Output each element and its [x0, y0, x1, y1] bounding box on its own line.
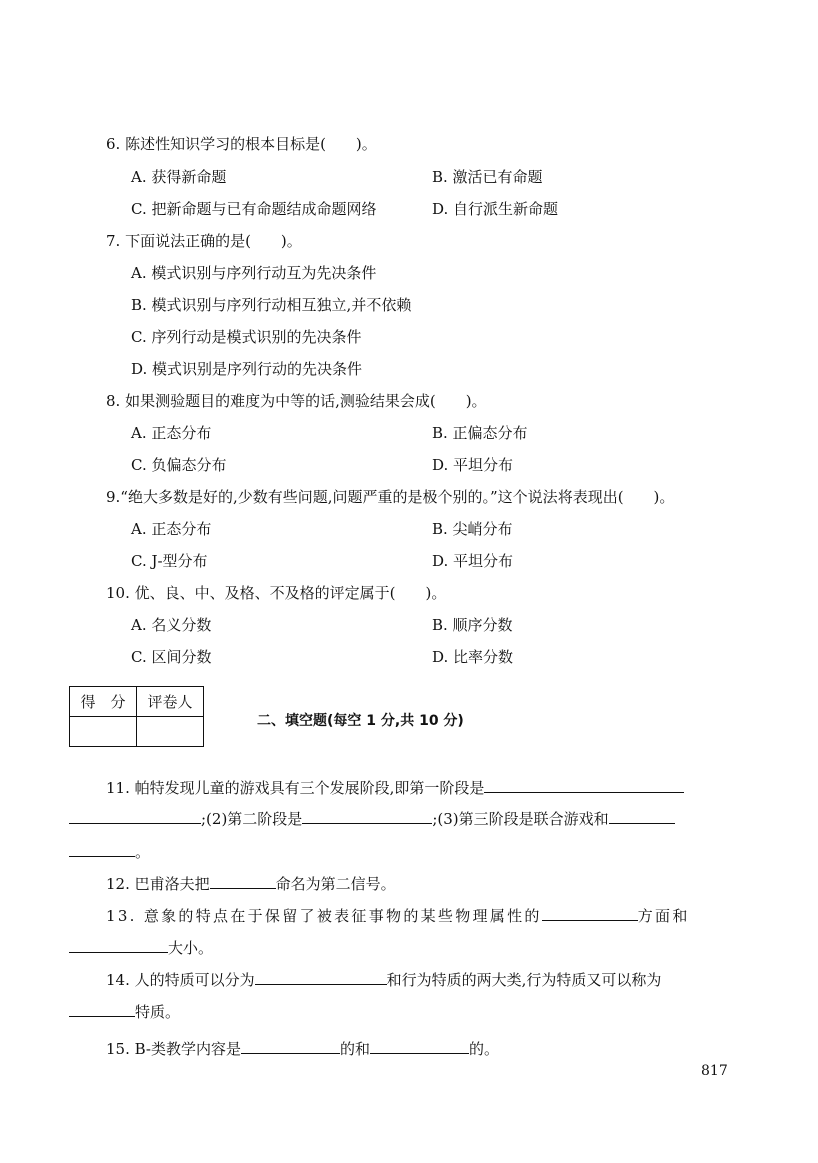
question-11-text-d: 。: [135, 843, 151, 861]
question-6-stem: 6. 陈述性知识学习的根本目标是( )。: [106, 135, 377, 153]
question-14-line-2: [69, 1001, 180, 1022]
question-15-text-b: 的和: [340, 1040, 371, 1058]
question-13-blank-1[interactable]: [542, 906, 638, 921]
question-11-text-b: ;(2)第二阶段是: [201, 810, 303, 828]
question-10-stem: 10. 优、良、中、及格、不及格的评定属于( )。: [106, 584, 447, 602]
question-11-blank-1[interactable]: [484, 778, 684, 793]
question-12-text-a: 12. 巴甫洛夫把: [106, 875, 210, 893]
question-11-line-2: [69, 808, 675, 829]
question-7-stem: 7. 下面说法正确的是( )。: [106, 232, 302, 250]
question-10-option-c: C. 区间分数: [131, 648, 212, 666]
question-8-stem: 8. 如果测验题目的难度为中等的话,测验结果会成( )。: [106, 392, 487, 410]
question-8-option-c: C. 负偏态分布: [131, 456, 227, 474]
question-10-option-b: B. 顺序分数: [432, 616, 513, 634]
question-14-blank-2[interactable]: [69, 1002, 135, 1017]
question-9-stem: 9.“绝大多数是好的,少数有些问题,问题严重的是极个别的。”这个说法将表现出( )。: [106, 488, 675, 506]
question-7-option-b: B. 模式识别与序列行动相互独立,并不依赖: [131, 296, 412, 314]
question-9-option-c: C. J-型分布: [131, 552, 208, 570]
question-11-text-c: ;(3)第三阶段是联合游戏和: [432, 810, 609, 828]
question-15-text-a: 15. B-类教学内容是: [106, 1040, 241, 1058]
question-12-text-b: 命名为第二信号。: [275, 875, 396, 893]
question-11-blank-2[interactable]: [302, 809, 432, 824]
section-title-fill-in: 二、填空题(每空 1 分,共 10 分): [257, 713, 464, 729]
question-13-line-1: [106, 905, 690, 926]
question-9-option-a: A. 正态分布: [131, 520, 212, 538]
question-7-option-c: C. 序列行动是模式识别的先决条件: [131, 328, 362, 346]
question-14-line-1: [106, 969, 661, 990]
question-11-blank-3[interactable]: [609, 809, 675, 824]
question-15-text-c: 的。: [469, 1040, 500, 1058]
question-13-blank-2[interactable]: [69, 938, 168, 953]
question-7-option-d: D. 模式识别是序列行动的先决条件: [131, 360, 363, 378]
question-6-option-d: D. 自行派生新命题: [432, 200, 559, 218]
score-cell[interactable]: [70, 717, 137, 747]
grader-cell[interactable]: [137, 717, 204, 747]
question-14-blank-1[interactable]: [255, 970, 387, 985]
question-6-option-b: B. 激活已有命题: [432, 168, 543, 186]
question-11-line-3: [69, 841, 150, 862]
question-8-option-b: B. 正偏态分布: [432, 424, 528, 442]
question-7-option-a: A. 模式识别与序列行动互为先决条件: [131, 264, 377, 282]
question-11-line-1: [106, 777, 684, 798]
question-15-blank-1[interactable]: [241, 1039, 340, 1054]
question-13-text-a: 13. 意象的特点在于保留了被表征事物的某些物理属性的: [106, 907, 542, 925]
question-8-option-d: D. 平坦分布: [432, 456, 514, 474]
score-header: 得 分: [70, 687, 137, 717]
question-15-blank-2[interactable]: [370, 1039, 469, 1054]
question-11-blank-3-cont[interactable]: [69, 842, 135, 857]
question-11-text-a: 11. 帕特发现儿童的游戏具有三个发展阶段,即第一阶段是: [106, 779, 485, 797]
score-box: [69, 686, 204, 747]
question-10-option-a: A. 名义分数: [131, 616, 212, 634]
page-number: 817: [701, 1063, 728, 1079]
grader-header: 评卷人: [137, 687, 204, 717]
question-12-blank[interactable]: [210, 874, 276, 889]
question-8-option-a: A. 正态分布: [131, 424, 212, 442]
question-13-line-2: [69, 937, 213, 958]
question-15-line: [106, 1038, 499, 1059]
question-11-blank-1-cont[interactable]: [69, 809, 201, 824]
question-13-text-c: 大小。: [168, 939, 214, 957]
question-6-option-c: C. 把新命题与已有命题结成命题网络: [131, 200, 377, 218]
question-6-option-a: A. 获得新命题: [131, 168, 227, 186]
question-10-option-d: D. 比率分数: [432, 648, 514, 666]
question-14-text-c: 特质。: [135, 1003, 181, 1021]
question-9-option-d: D. 平坦分布: [432, 552, 514, 570]
question-14-text-b: 和行为特质的两大类,行为特质又可以称为: [386, 971, 662, 989]
question-12-line: [106, 873, 396, 894]
question-14-text-a: 14. 人的特质可以分为: [106, 971, 255, 989]
question-13-text-b: 方面和: [637, 907, 690, 925]
question-9-option-b: B. 尖峭分布: [432, 520, 513, 538]
